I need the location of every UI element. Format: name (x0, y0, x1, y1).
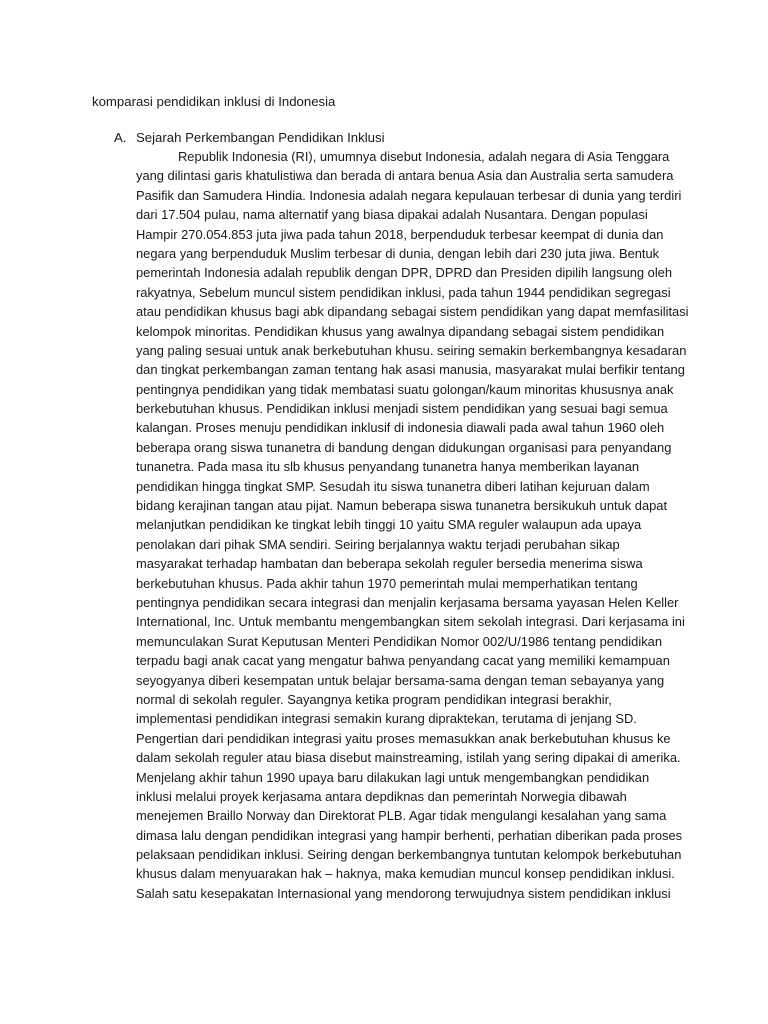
paragraph-line: rakyatnya, Sebelum muncul sistem pendidikan inklusi, pada tahun 1944 pendidikan segregasi (136, 284, 671, 300)
paragraph-line: Pengertian dari pendidikan integrasi yaitu proses memasukkan anak berkebutuhan khusus ke (136, 730, 671, 746)
paragraph-line: inklusi melalui proyek kerjasama antara depdiknas dan pemerintah Norwegia dibawah (136, 788, 627, 804)
paragraph-line: atau pendidikan khusus bagi abk dipandang sebagai sistem pendidikan yang dapat memfasilitasi (136, 304, 689, 320)
paragraph-line: dan tingkat perkembangan zaman tentang hak asasi manusia, masyarakat mulai berfikir tentang (136, 362, 685, 378)
section-marker: A. (114, 130, 127, 145)
paragraph-line: pentingnya pendidikan yang tidak membatasi suatu golongan/kaum minoritas khususnya anak (136, 381, 674, 397)
paragraph-line: negara yang berpenduduk Muslim terbesar di dunia, dengan lebih dari 230 juta jiwa. Bentuk (136, 245, 660, 261)
paragraph-line: terpadu bagi anak cacat yang mengatur bahwa penyandang cacat yang memiliki kemampuan (136, 653, 670, 669)
paragraph-line: tunanetra. Pada masa itu slb khusus penyandang tunanetra hanya memberikan layanan (136, 459, 640, 475)
paragraph-line: pentingnya pendidikan secara integrasi dan menjalin kerjasama bersama yayasan Helen Keller (136, 594, 679, 610)
paragraph-line: pemerintah Indonesia adalah republik dengan DPR, DPRD dan Presiden dipilih langsung oleh (136, 265, 673, 281)
paragraph-line: berkebutuhan khusus. Pada akhir tahun 1970 pemerintah mulai memperhatikan tentang (136, 575, 638, 591)
paragraph-line: dimasa lalu dengan pendidikan integrasi yang hampir berhenti, perhatian diberikan pada proses (136, 827, 683, 843)
paragraph-line: Menjelang akhir tahun 1990 upaya baru dilakukan lagi untuk mengembangkan pendidikan (136, 769, 650, 785)
paragraph-line: dalam sekolah reguler atau biasa disebut mainstreaming, istilah yang sering dipakai di amerika. (136, 750, 681, 766)
paragraph-line: bidang kerajinan tangan atau pijat. Namun beberapa siswa tunanetra bersikukuh untuk dapat (136, 498, 668, 514)
body-paragraph (136, 147, 689, 903)
paragraph-line: International, Inc. Untuk membantu mengembangkan sitem sekolah integrasi. Dari kerjasama ini (136, 614, 685, 630)
paragraph-line: kelompok minoritas. Pendidikan khusus yang awalnya dipandang sebagai sistem pendidikan (136, 323, 665, 339)
paragraph-line: implementasi pendidikan integrasi semakin kurang dipraktekan, terutama di jenjang SD. (136, 711, 637, 727)
paragraph-line: Republik Indonesia (RI), umumnya disebut Indonesia, adalah negara di Asia Tenggara (178, 149, 670, 164)
paragraph-line: menejemen Braillo Norway dan Direktorat PLB. Agar tidak mengulangi kesalahan yang sama (136, 808, 667, 824)
paragraph-line: penolakan dari pihak SMA sendiri. Seiring berjalannya waktu terjadi perubahan sikap (136, 536, 620, 552)
paragraph-line: yang paling sesuai untuk anak berkebutuhan khusu. seiring semakin berkembangnya kesadaran (136, 342, 687, 358)
paragraph-line: melanjutkan pendidikan ke tingkat lebih tinggi 10 yaitu SMA reguler walaupun ada upaya (136, 517, 642, 533)
paragraph-line: dari 17.504 pulau, nama alternatif yang biasa dipakai adalah Nusantara. Dengan populasi (136, 207, 648, 223)
paragraph-line: yang dilintasi garis khatulistiwa dan berada di antara benua Asia dan Australia serta samudera (136, 168, 674, 184)
paragraph-line: Pasifik dan Samudera Hindia. Indonesia adalah negara kepulauan terbesar di dunia yang terdiri (136, 187, 682, 203)
paragraph-line: beberapa orang siswa tunanetra di bandung dengan didukungan organisasi para penyandang (136, 439, 672, 455)
section-heading (114, 129, 385, 147)
paragraph-line: pendidikan hingga tingkat SMP. Sesudah itu siswa tunanetra diberi latihan kejuruan dalam (136, 478, 650, 494)
paragraph-line: berkebutuhan khusus. Pendidikan inklusi menjadi sistem pendidikan yang sesuai bagi semua (136, 401, 668, 417)
paragraph-line: Hampir 270.054.853 juta jiwa pada tahun 2018, berpenduduk terbesar keempat di dunia dan (136, 226, 664, 242)
paragraph-line: normal di sekolah reguler. Sayangnya ketika program pendidikan integrasi berakhir, (136, 691, 612, 707)
section-heading-text: Sejarah Perkembangan Pendidikan Inklusi (136, 130, 385, 145)
paragraph-line: memunculakan Surat Keputusan Menteri Pendidikan Nomor 002/U/1986 tentang pendidikan (136, 633, 662, 649)
document-title: komparasi pendidikan inklusi di Indonesia (92, 94, 336, 109)
paragraph-line: kalangan. Proses menuju pendidikan inklusif di indonesia diawali pada awal tahun 1960 oleh (136, 420, 665, 436)
paragraph-line: masyarakat terhadap hambatan dan beberapa sekolah reguler bersedia menerima siswa (136, 556, 643, 572)
paragraph-line: seyogyanya diberi kesempatan untuk belajar bersama-sama dengan teman sebayanya yang (136, 672, 665, 688)
paragraph-line: pelaksaan pendidikan inklusi. Seiring dengan berkembangnya tuntutan kelompok berkebutuhan (136, 847, 682, 863)
paragraph-line: Salah satu kesepakatan Internasional yang mendorong terwujudnya sistem pendidikan inklusi (136, 885, 671, 901)
paragraph-line: khusus dalam menyuarakan hak – haknya, maka kemudian muncul konsep pendidikan inklusi. (136, 866, 675, 882)
